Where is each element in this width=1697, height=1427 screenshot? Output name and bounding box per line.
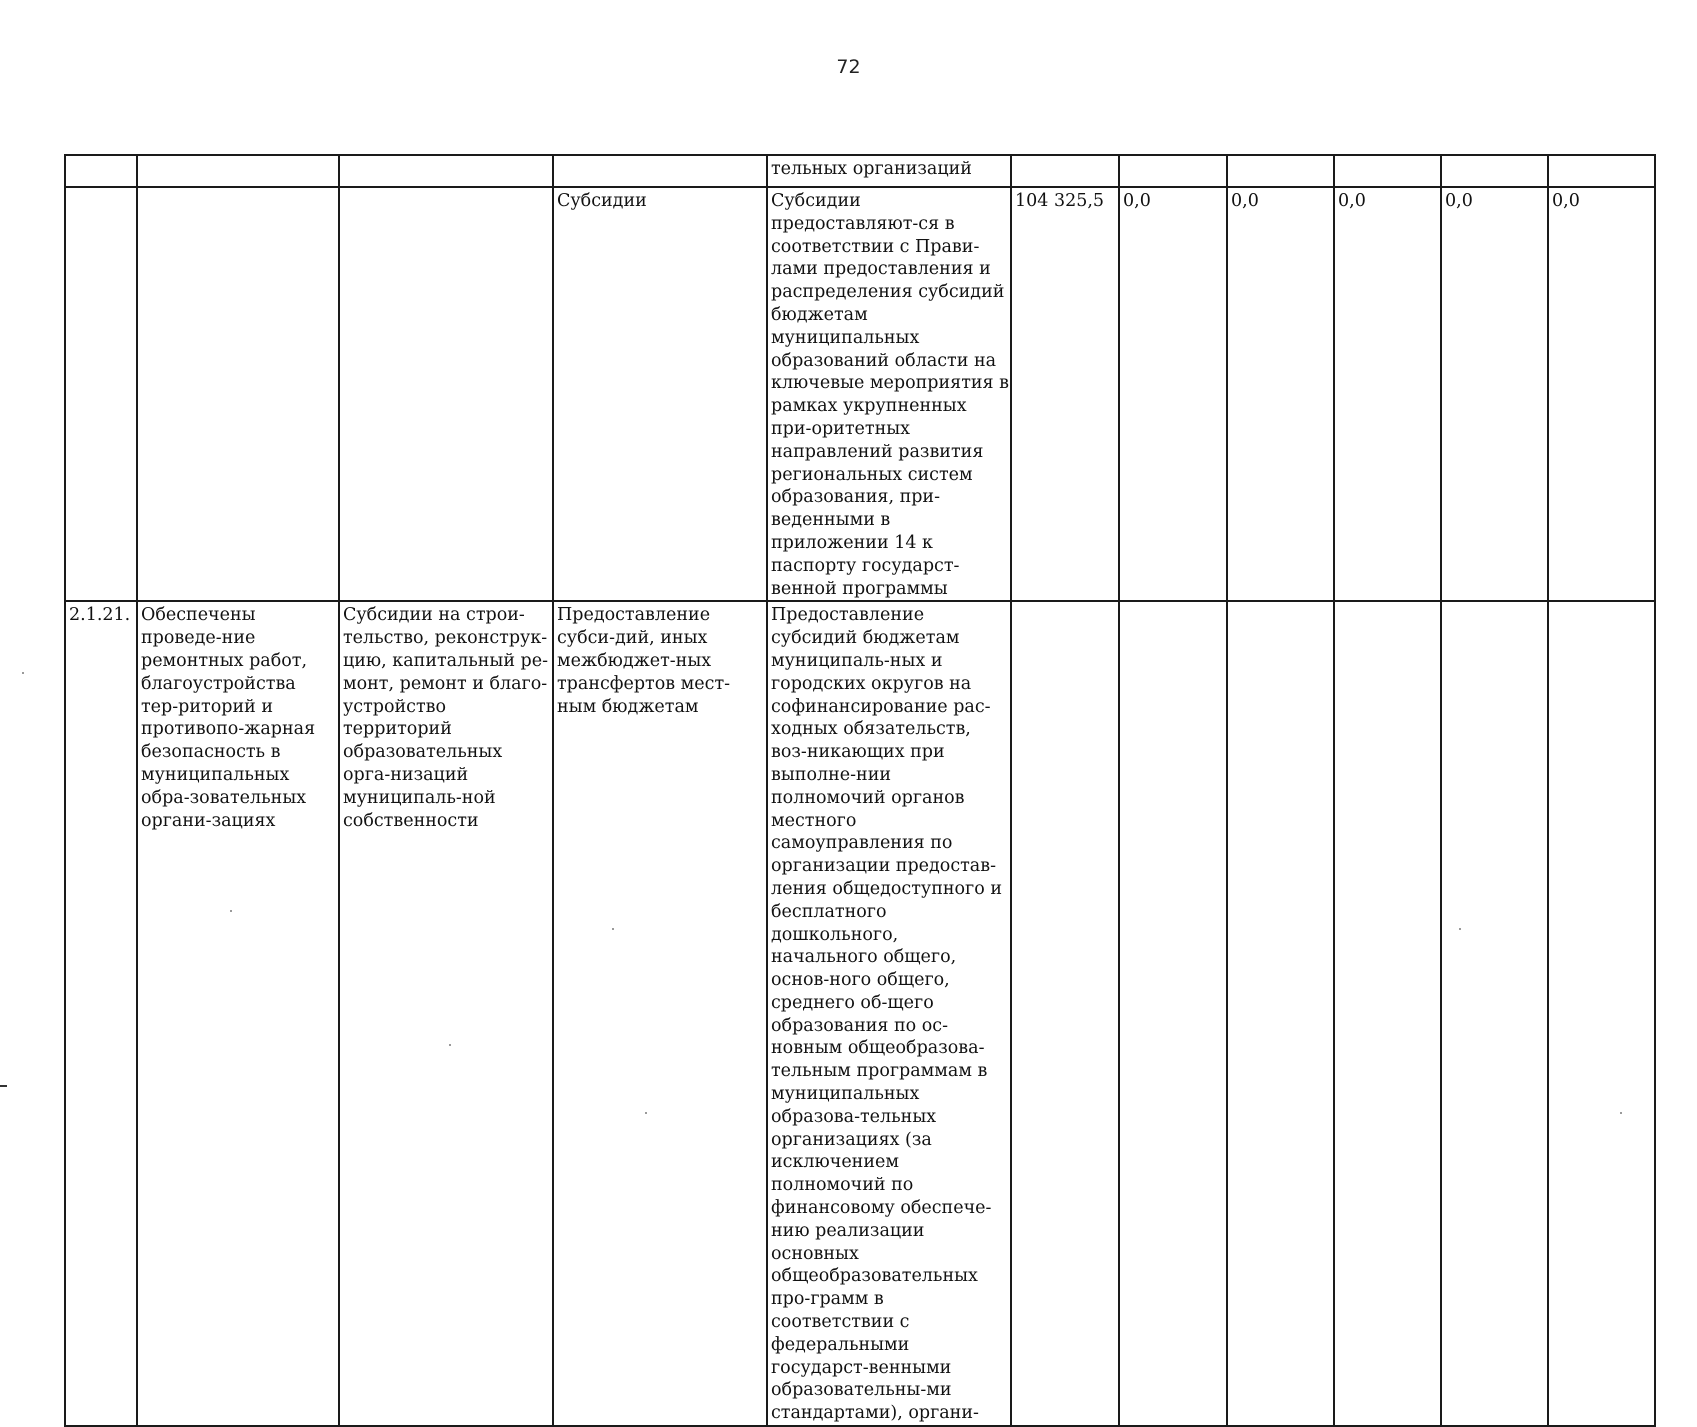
table-row [65, 187, 1655, 601]
description-cell: Предоставление субсидий бюджетам муниципаль-ных и городских округов на софинансирование рас-ходных обязательств, воз-никающих при выполне-нии полномочий органов местного самоуправления по организации предостав-ления общедоступного и бесплатного дошкольного, начального общего, основ-ного общего, среднего об-щего образования по ос-новным общеобразова-тельным программам в муниципальных образова-тельных организациях (за исключением полномочий по финансовому обеспече-нию реализации основных общеобразовательных про-грамм в соответствии с федеральными государст-венными образовательны-ми стандартами), органи- [767, 601, 1011, 1426]
item-number-cell: 2.1.21. [65, 601, 137, 1426]
value-cell [1548, 155, 1655, 187]
value-cell: 104 325,5 [1011, 187, 1119, 601]
value-cell: 0,0 [1334, 187, 1441, 601]
result-cell [137, 187, 339, 601]
value-cell [1011, 601, 1119, 1426]
event-cell [339, 187, 553, 601]
result-cell: Обеспечены проведе-ние ремонтных работ, благоустройства тер-риторий и противопо-жарная безопасность в муниципальных обра-зовательных органи-зациях [137, 601, 339, 1426]
value-cell [1227, 601, 1334, 1426]
scan-mark [1459, 928, 1461, 930]
item-number-cell [65, 187, 137, 601]
value-cell [1119, 601, 1227, 1426]
scan-mark [22, 672, 24, 674]
mechanism-cell: Субсидии [553, 187, 767, 601]
page-number: 72 [836, 56, 861, 78]
value-cell [1227, 155, 1334, 187]
value-cell [1119, 155, 1227, 187]
value-cell: 0,0 [1119, 187, 1227, 601]
scan-mark [230, 910, 232, 912]
scan-mark [612, 928, 614, 930]
scan-mark [449, 1044, 451, 1046]
table-row [65, 155, 1655, 187]
value-cell [1011, 155, 1119, 187]
value-cell [1441, 601, 1548, 1426]
value-cell [1548, 601, 1655, 1426]
value-cell: 0,0 [1548, 187, 1655, 601]
value-cell [1441, 155, 1548, 187]
budget-table [64, 154, 1656, 1427]
description-cell: тельных организаций [767, 155, 1011, 187]
mechanism-cell: Предоставление субси-дий, иных межбюджет-ных трансфертов мест-ным бюджетам [553, 601, 767, 1426]
value-cell: 0,0 [1227, 187, 1334, 601]
event-cell [339, 155, 553, 187]
value-cell [1334, 155, 1441, 187]
scan-mark [0, 1085, 7, 1087]
item-number-cell [65, 155, 137, 187]
scan-mark [645, 1112, 647, 1114]
table-row [65, 601, 1655, 1426]
mechanism-cell [553, 155, 767, 187]
value-cell [1334, 601, 1441, 1426]
result-cell [137, 155, 339, 187]
description-cell: Субсидии предоставляют-ся в соответствии с Прави-лами предоставления и распределения субсидий бюджетам муниципальных образований области на ключевые мероприятия в рамках укрупненных при-оритетных направлений развития региональных систем образования, при-веденными в приложении 14 к паспорту государст-венной программы [767, 187, 1011, 601]
value-cell: 0,0 [1441, 187, 1548, 601]
scan-mark [1620, 1112, 1622, 1114]
event-cell: Субсидии на строи-тельство, реконструк-цию, капитальный ре-монт, ремонт и благо-устройство территорий образовательных орга-низаций муниципаль-ной собственности [339, 601, 553, 1426]
